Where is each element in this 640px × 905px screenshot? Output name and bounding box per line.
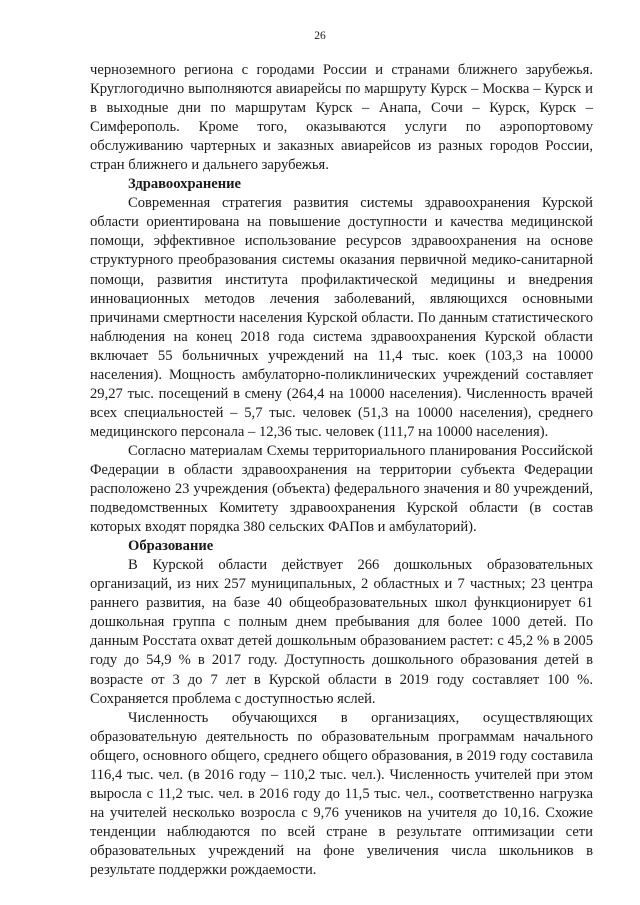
paragraph-preschool: В Курской области действует 266 дошкольных образовательных организаций, из них 257 муниципальных, 2 областных и 7 частных; 23 центра раннего развития, на базе 40 общеобразовательных школ функционирует 61 дошкольная группа с полным днем пребывания для более 1000 детей. По данным Росстата охват детей дошкольным образованием растет: с 45,2 % в 2005 году до 54,9 % в 2017 году. Доступность дошкольного образования детей в возрасте от 3 до 7 лет в Курской области в 2019 году составляет 100 %. Сохраняется проблема с доступностью яслей. bbox=[90, 557, 593, 707]
paragraph-schools: Численность обучающихся в организациях, осуществляющих образовательную деятельность по образовательным программам начального общего, основного общего, среднего общего образования, в 2019 году составила 116,4 тыс. чел. (в 2016 году – 110,2 тыс. чел.). Численность учителей при этом выросла с 11,2 тыс. чел. в 2016 году до 11,5 тыс. чел., соответственно нагрузка на учителей несколько возросла с 9,76 учеников на учителя до 10,16. Схожие тенденции наблюдаются по всей стране в результате оптимизации сети образовательных учреждений на фоне увеличения числа школьников в результате поддержки рождаемости. bbox=[90, 709, 593, 878]
heading-education: Образование bbox=[128, 538, 214, 555]
page-number: 26 bbox=[314, 30, 326, 42]
paragraph-healthcare-federal: Согласно материалам Схемы территориального планирования Российской Федерации в области здравоохранения на территории субъекта Федерации расположено 23 учреждения (объекта) федерального значения и 80 учреждений, подведомственных Комитету здравоохранения Курской области (в состав которых входят порядка 380 сельских ФАПов и амбулаторий). bbox=[90, 442, 593, 536]
paragraph-healthcare-strategy: Современная стратегия развития системы здравоохранения Курской области ориентирована на повышение доступности и качества медицинской помощи, эффективное использование ресурсов здравоохранения на основе структурного преобразования системы оказания первичной медико-санитарной помощи, развития института профилактической медицины и внедрения инновационных методов лечения заболеваний, являющихся основными причинами смертности населения Курской области. По данным статистического наблюдения на конец 2018 года система здравоохранения Курской области включает 55 больничных учреждений на 11,4 тыс. коек (103,3 на 10000 населения). Мощность амбулаторно-поликлинических учреждений составляет 29,27 тыс. посещений в смену (264,4 на 10000 населения). Численность врачей всех специальностей – 5,7 тыс. человек (51,3 на 10000 населения), среднего медицинского персонала – 12,36 тыс. человек (111,7 на 10000 населения). bbox=[90, 195, 593, 440]
page-content bbox=[90, 61, 593, 880]
heading-healthcare: Здравоохранение bbox=[128, 176, 242, 193]
paragraph-airport: черноземного региона с городами России и странами ближнего зарубежья. Круглогодично выполняются авиарейсы по маршруту Курск – Москва – Курск и в выходные дни по маршрутам Курск – Анапа, Сочи – Курск, Курск – Симферополь. Кроме того, оказываются услуги по аэропортовому обслуживанию чартерных и заказных авиарейсов из разных городов России, стран ближнего и дальнего зарубежья. bbox=[90, 62, 593, 174]
